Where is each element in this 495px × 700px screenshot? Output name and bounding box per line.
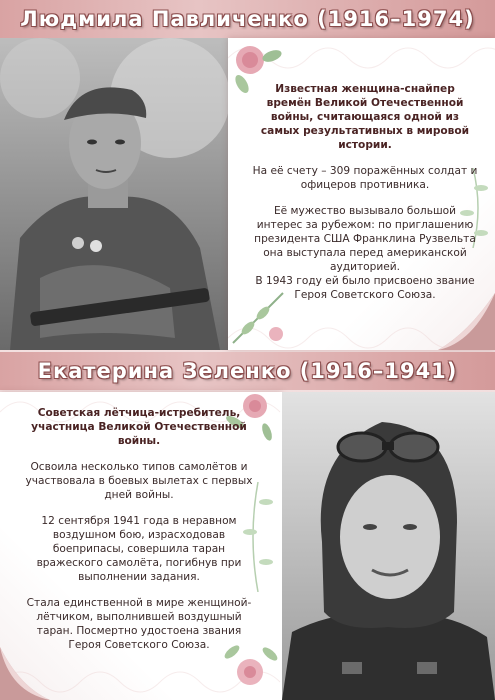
section2-paragraph: 12 сентября 1941 года в неравном воздушном бою, израсходовав боеприпасы, совершила таран вражеского самолёта, погибнув при выполнении задания. (36, 515, 242, 583)
section2-lead-paragraph: Советская лётчица-истребитель, участница Великой Отечественной войны. (31, 407, 247, 447)
section2-text (24, 406, 254, 664)
section1-title-bar (0, 0, 495, 38)
section1-paragraph: В 1943 году ей было присвоено звание Героя Советского Союза. (255, 275, 475, 301)
section1-text (252, 82, 478, 314)
section1-paragraph: На её счету – 309 поражённых солдат и офицеров противника. (252, 165, 478, 191)
section2-title: Екатерина Зеленко (1916–1941) (37, 359, 458, 383)
section1-title: Людмила Павличенко (1916–1974) (20, 7, 475, 31)
zelenko-photo (282, 392, 495, 700)
section2-paragraph: Стала единственной в мире женщиной-лётчиком, выполнившей воздушный таран. Посмертно удостоена звания Героя Советского Союза. (26, 597, 252, 651)
section1-paragraph: Её мужество вызывало большой интерес за рубежом: по приглашению президента США Франклина Рузвельта она выступала перед американской аудиторией. (254, 205, 476, 273)
pavlichenko-photo (0, 38, 228, 350)
section1-lead-paragraph: Известная женщина-снайпер времён Великой Отечественной войны, считающаяся одной из самых результативных в мировой истории. (260, 83, 470, 151)
section2-title-bar (0, 352, 495, 390)
section2-paragraph: Освоила несколько типов самолётов и участвовала в боевых вылетах с первых дней войны. (25, 461, 253, 501)
